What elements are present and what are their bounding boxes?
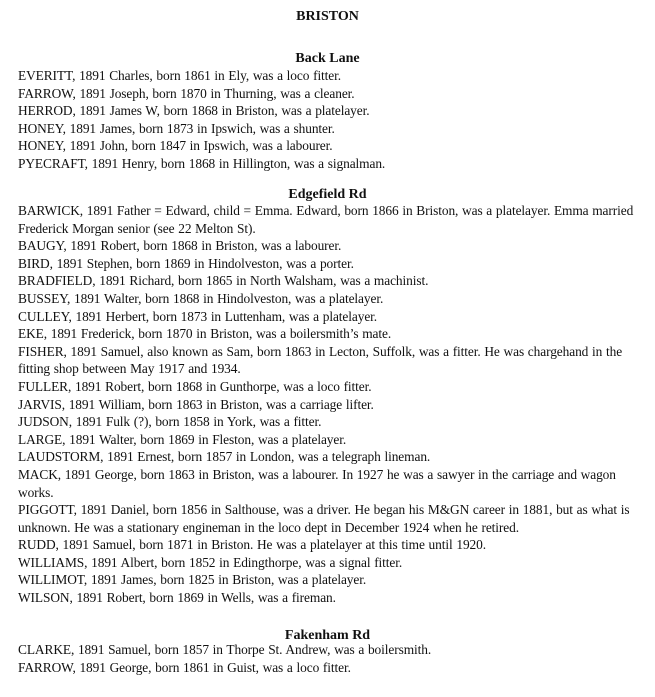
entry: FULLER, 1891 Robert, born 1868 in Gunthorpe, was a loco fitter. [18, 378, 372, 394]
entry: FISHER, 1891 Samuel, also known as Sam, born 1863 in Lecton, Suffolk, was a fitter. He was chargehand in the fitting shop between May 1917 and 1934. [18, 343, 623, 377]
entry: CULLEY, 1891 Herbert, born 1873 in Luttenham, was a platelayer. [18, 308, 378, 324]
entry: WILLIAMS, 1891 Albert, born 1852 in Edingthorpe, was a signal fitter. [18, 554, 403, 570]
entry: PYECRAFT, 1891 Henry, born 1868 in Hillington, was a signalman. [18, 155, 386, 171]
entry: BAUGY, 1891 Robert, born 1868 in Briston, was a labourer. [18, 238, 342, 254]
entry: LARGE, 1891 Walter, born 1869 in Fleston, was a platelayer. [18, 431, 347, 447]
entry: JARVIS, 1891 William, born 1863 in Briston, was a carriage lifter. [18, 396, 374, 412]
section-entries-fakenham-rd [18, 641, 643, 676]
section-heading-fakenham-rd: Fakenham Rd [284, 628, 371, 643]
entry: WILSON, 1891 Robert, born 1869 in Wells, was a fireman. [18, 590, 336, 606]
entry: FARROW, 1891 Joseph, born 1870 in Thurning, was a cleaner. [18, 85, 355, 101]
entry: EVERITT, 1891 Charles, born 1861 in Ely, was a loco fitter. [18, 68, 342, 83]
section-entries-edgefield-rd [18, 202, 643, 607]
page-title: BRISTON [296, 9, 359, 24]
entry: CLARKE, 1891 Samuel, born 1857 in Thorpe St. Andrew, was a boilersmith. [18, 642, 432, 657]
entry: EKE, 1891 Frederick, born 1870 in Briston, was a boilersmith’s mate. [18, 326, 392, 342]
entry: MACK, 1891 George, born 1863 in Briston, was a labourer. In 1927 he was a sawyer in the carriage and wagon works. [18, 466, 616, 500]
entry: BRADFIELD, 1891 Richard, born 1865 in North Walsham, was a machinist. [18, 273, 429, 289]
entry: LAUDSTORM, 1891 Ernest, born 1857 in London, was a telegraph lineman. [18, 449, 431, 465]
entry: BARWICK, 1891 Father = Edward, child = Emma. Edward, born 1866 in Briston, was a platelayer. Emma married Frederick Morgan senior (see 22 Melton St). [18, 203, 634, 236]
section-entries-back-lane [18, 67, 643, 173]
entry: BIRD, 1891 Stephen, born 1869 in Hindolveston, was a porter. [18, 255, 354, 271]
entry: HONEY, 1891 James, born 1873 in Ipswich, was a shunter. [18, 120, 335, 136]
entry: RUDD, 1891 Samuel, born 1871 in Briston. He was a platelayer at this time until 1920. [18, 537, 486, 553]
entry: JUDSON, 1891 Fulk (?), born 1858 in York, was a fitter. [18, 414, 322, 430]
entry: PIGGOTT, 1891 Daniel, born 1856 in Salthouse, was a driver. He began his M&GN career in 1881, but as what is unknown. He was a stationary engineman in the loco dept in December 1924 when he retired. [18, 502, 630, 535]
section-heading-back-lane: Back Lane [295, 51, 360, 66]
entry: FARROW, 1891 George, born 1861 in Guist, was a loco fitter. [18, 659, 351, 675]
entry: HONEY, 1891 John, born 1847 in Ipswich, was a labourer. [18, 138, 333, 154]
entry: BUSSEY, 1891 Walter, born 1868 in Hindolveston, was a platelayer. [18, 290, 384, 306]
section-heading-edgefield-rd: Edgefield Rd [288, 187, 367, 202]
entry: WILLIMOT, 1891 James, born 1825 in Briston, was a platelayer. [18, 572, 367, 588]
entry: HERROD, 1891 James W, born 1868 in Briston, was a platelayer. [18, 103, 370, 119]
